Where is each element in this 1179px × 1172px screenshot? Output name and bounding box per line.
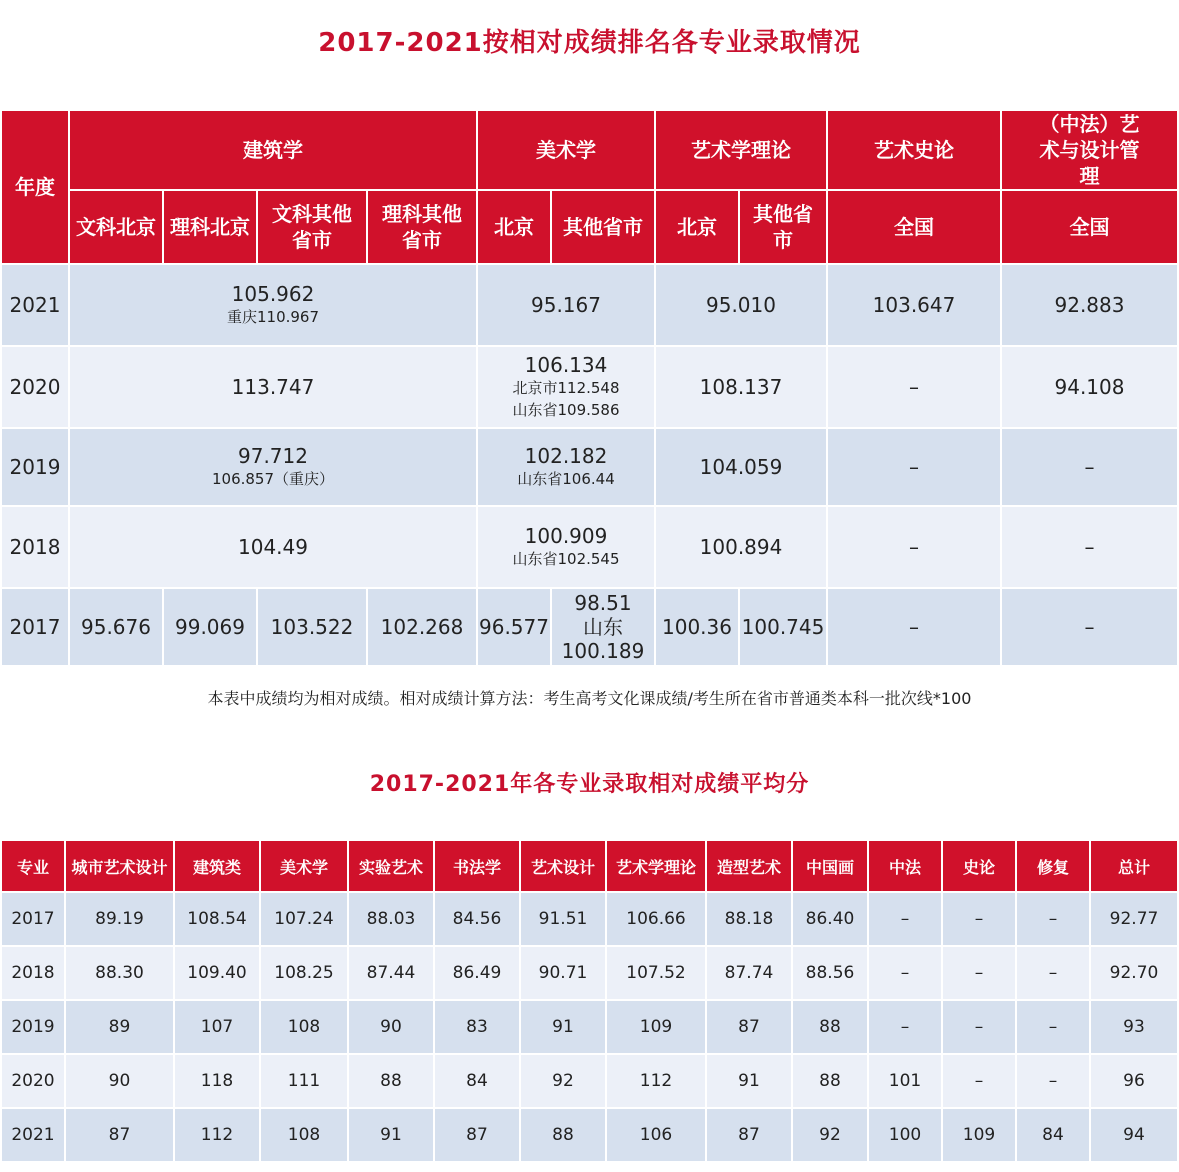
sino-french-cell: – (1001, 506, 1178, 588)
score-cell: 83 (434, 1000, 520, 1054)
column-header: 中法 (868, 840, 942, 892)
score-cell: – (1016, 1054, 1090, 1108)
subheader-sf-national: 全国 (1001, 190, 1178, 264)
year-cell: 2019 (1, 428, 69, 506)
column-header: 中国画 (792, 840, 868, 892)
subheader-at-other: 其他省市 (739, 190, 827, 264)
column-header: 总计 (1090, 840, 1178, 892)
score-cell: 87 (434, 1108, 520, 1162)
score-cell: 118 (174, 1054, 260, 1108)
column-header: 城市艺术设计 (65, 840, 174, 892)
year-cell: 2021 (1, 264, 69, 346)
fine-arts-cell (477, 506, 655, 588)
table-row (1, 588, 1178, 666)
subheader-at-beijing: 北京 (655, 190, 739, 264)
score-cell: 112 (174, 1108, 260, 1162)
cell-main: 98.51 (574, 591, 632, 615)
score-cell: 84.56 (434, 892, 520, 946)
score-cell: 91 (348, 1108, 434, 1162)
score-cell: 111 (260, 1054, 348, 1108)
header-year: 年度 (1, 110, 69, 264)
cell-main: 105.962 (231, 282, 315, 306)
subheader-ah-national: 全国 (827, 190, 1001, 264)
score-cell: 107.52 (606, 946, 706, 1000)
score-cell: 90 (348, 1000, 434, 1054)
subheader-science-beijing: 理科北京 (163, 190, 257, 264)
year-cell: 2021 (1, 1108, 65, 1162)
score-cell: 107 (174, 1000, 260, 1054)
sino-french-cell: – (1001, 428, 1178, 506)
score-cell: 88.30 (65, 946, 174, 1000)
subheader-arts-other: 文科其他省市 (257, 190, 367, 264)
score-cell: 89 (65, 1000, 174, 1054)
at-other-cell: 100.745 (739, 588, 827, 666)
score-cell: 107.24 (260, 892, 348, 946)
calculation-note: 本表中成绩均为相对成绩。相对成绩计算方法：考生高考文化课成绩/考生所在省市普通类本科一批次线*100 (207, 689, 972, 708)
score-cell: 87 (65, 1108, 174, 1162)
score-cell: 108.25 (260, 946, 348, 1000)
year-cell: 2017 (1, 892, 65, 946)
fine-arts-cell (477, 346, 655, 428)
sino-french-cell: – (1001, 588, 1178, 666)
score-cell: 88 (792, 1000, 868, 1054)
score-cell: 88.18 (706, 892, 792, 946)
score-cell: 86.49 (434, 946, 520, 1000)
score-cell: – (942, 1054, 1016, 1108)
art-history-cell: – (827, 428, 1001, 506)
arts-beijing-cell: 95.676 (69, 588, 163, 666)
score-cell: 87.74 (706, 946, 792, 1000)
score-cell: 96 (1090, 1054, 1178, 1108)
fa-other-cell (551, 588, 655, 666)
table-row (1, 946, 1178, 1000)
score-cell: 91 (520, 1000, 606, 1054)
score-cell: 88 (348, 1054, 434, 1108)
cell-main: 100.909 (524, 524, 608, 548)
score-cell: 108 (260, 1108, 348, 1162)
subheader-fa-other: 其他省市 (551, 190, 655, 264)
subheader-science-other: 理科其他省市 (367, 190, 477, 264)
science-other-cell: 102.268 (367, 588, 477, 666)
score-cell: – (1016, 1000, 1090, 1054)
score-cell: – (868, 1000, 942, 1054)
table-row (1, 264, 1178, 346)
column-header: 书法学 (434, 840, 520, 892)
architecture-cell (69, 428, 477, 506)
architecture-cell: 104.49 (69, 506, 477, 588)
score-cell: 100 (868, 1108, 942, 1162)
art-theory-cell: 100.894 (655, 506, 827, 588)
table-row (1, 428, 1178, 506)
fine-arts-cell (477, 428, 655, 506)
score-cell: 88 (520, 1108, 606, 1162)
year-cell: 2020 (1, 346, 69, 428)
year-cell: 2020 (1, 1054, 65, 1108)
art-theory-cell: 95.010 (655, 264, 827, 346)
score-cell: 108.54 (174, 892, 260, 946)
fine-arts-cell: 95.167 (477, 264, 655, 346)
column-header: 艺术学理论 (606, 840, 706, 892)
cell-sub: 北京市112.548 (512, 379, 620, 397)
sino-french-cell: 92.883 (1001, 264, 1178, 346)
score-cell: 101 (868, 1054, 942, 1108)
cell-sub: 山东省109.586 (512, 401, 620, 419)
column-header: 实验艺术 (348, 840, 434, 892)
subheader-fa-beijing: 北京 (477, 190, 551, 264)
score-cell: 92.77 (1090, 892, 1178, 946)
table2-header-row (1, 840, 1178, 892)
cell-sub: 重庆110.967 (226, 308, 320, 326)
score-cell: 92.70 (1090, 946, 1178, 1000)
column-header: 建筑类 (174, 840, 260, 892)
column-header: 史论 (942, 840, 1016, 892)
score-cell: 87 (706, 1108, 792, 1162)
year-cell: 2018 (1, 946, 65, 1000)
cell-main: 106.134 (524, 353, 608, 377)
column-header: 专业 (1, 840, 65, 892)
fa-beijing-cell: 96.577 (477, 588, 551, 666)
sino-french-cell: 94.108 (1001, 346, 1178, 428)
average-score-table (0, 839, 1179, 1163)
score-cell: 84 (434, 1054, 520, 1108)
cell-sub: 106.857（重庆） (211, 470, 335, 488)
year-cell: 2019 (1, 1000, 65, 1054)
table2-title: 2017-2021年各专业录取相对成绩平均分 (369, 772, 810, 797)
column-header: 美术学 (260, 840, 348, 892)
score-cell: 87.44 (348, 946, 434, 1000)
score-cell: 91.51 (520, 892, 606, 946)
subheader-arts-beijing: 文科北京 (69, 190, 163, 264)
art-history-cell: – (827, 588, 1001, 666)
table-row (1, 1108, 1178, 1162)
architecture-cell: 113.747 (69, 346, 477, 428)
header-art-theory: 艺术学理论 (655, 110, 827, 190)
header-sino-french-management: （中法）艺术与设计管理 (1001, 110, 1178, 190)
score-cell: 106 (606, 1108, 706, 1162)
column-header: 造型艺术 (706, 840, 792, 892)
art-history-cell: – (827, 346, 1001, 428)
cell-sub: 山东省106.44 (517, 470, 615, 488)
score-cell: 92 (792, 1108, 868, 1162)
art-theory-cell: 108.137 (655, 346, 827, 428)
score-cell: – (868, 946, 942, 1000)
score-cell: 108 (260, 1000, 348, 1054)
score-cell: 106.66 (606, 892, 706, 946)
arts-other-cell: 103.522 (257, 588, 367, 666)
table1-title: 2017-2021按相对成绩排名各专业录取情况 (318, 28, 861, 58)
cell-main: 97.712 (238, 444, 308, 468)
year-cell: 2017 (1, 588, 69, 666)
score-cell: 90 (65, 1054, 174, 1108)
score-cell: – (942, 946, 1016, 1000)
score-cell: 89.19 (65, 892, 174, 946)
score-cell: 93 (1090, 1000, 1178, 1054)
score-cell: 109 (942, 1108, 1016, 1162)
score-cell: 84 (1016, 1108, 1090, 1162)
score-cell: 92 (520, 1054, 606, 1108)
score-cell: – (1016, 892, 1090, 946)
cell-sub: 100.189 (561, 639, 645, 663)
at-beijing-cell: 100.36 (655, 588, 739, 666)
score-cell: 91 (706, 1054, 792, 1108)
score-cell: – (942, 892, 1016, 946)
cell-sub: 山东 (583, 615, 623, 639)
header-art-history: 艺术史论 (827, 110, 1001, 190)
art-history-cell: – (827, 506, 1001, 588)
column-header: 艺术设计 (520, 840, 606, 892)
cell-main: 102.182 (524, 444, 608, 468)
cell-sub: 山东省102.545 (512, 550, 620, 568)
architecture-cell (69, 264, 477, 346)
table-row (1, 346, 1178, 428)
year-cell: 2018 (1, 506, 69, 588)
table-row (1, 1000, 1178, 1054)
score-cell: 109.40 (174, 946, 260, 1000)
score-cell: 88.03 (348, 892, 434, 946)
admission-ranking-table (0, 109, 1179, 667)
score-cell: 86.40 (792, 892, 868, 946)
column-header: 修复 (1016, 840, 1090, 892)
table-row (1, 892, 1178, 946)
score-cell: 88.56 (792, 946, 868, 1000)
score-cell: 109 (606, 1000, 706, 1054)
score-cell: 90.71 (520, 946, 606, 1000)
score-cell: – (942, 1000, 1016, 1054)
score-cell: 94 (1090, 1108, 1178, 1162)
table-row (1, 506, 1178, 588)
art-theory-cell: 104.059 (655, 428, 827, 506)
score-cell: – (868, 892, 942, 946)
header-architecture: 建筑学 (69, 110, 477, 190)
art-history-cell: 103.647 (827, 264, 1001, 346)
score-cell: 87 (706, 1000, 792, 1054)
score-cell: – (1016, 946, 1090, 1000)
table-row (1, 1054, 1178, 1108)
score-cell: 88 (792, 1054, 868, 1108)
science-beijing-cell: 99.069 (163, 588, 257, 666)
header-fine-arts: 美术学 (477, 110, 655, 190)
score-cell: 112 (606, 1054, 706, 1108)
